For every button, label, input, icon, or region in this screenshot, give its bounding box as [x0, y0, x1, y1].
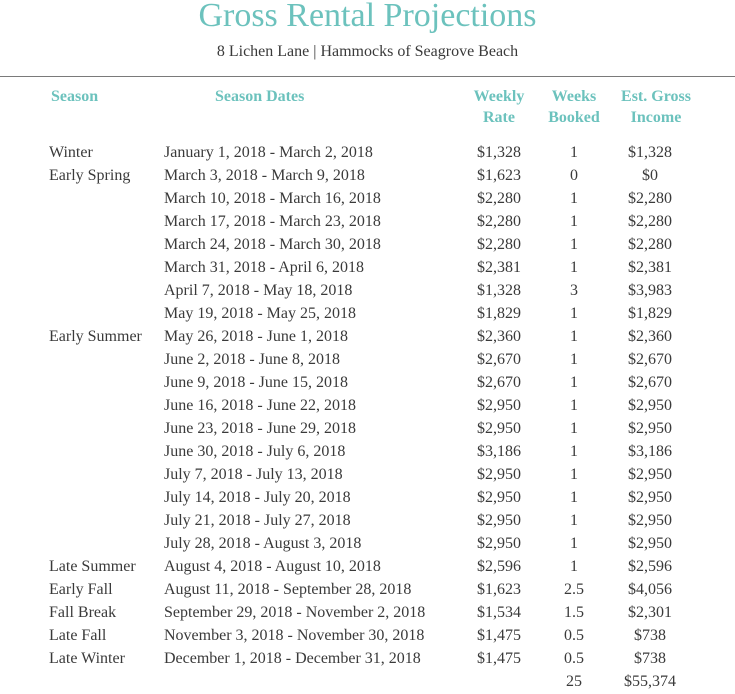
weekly-rate-cell: $2,950 [477, 535, 521, 552]
weekly-rate-cell: $2,950 [477, 489, 521, 506]
weekly-rate-cell: $2,360 [477, 328, 521, 345]
weekly-rate-cell: $2,280 [477, 236, 521, 253]
season-dates-cell: January 1, 2018 - March 2, 2018 [164, 144, 373, 161]
est-gross-income-cell: $2,280 [628, 236, 672, 253]
header-weekly-rate-line1: Weekly [473, 88, 525, 105]
season-cell: Fall Break [49, 604, 117, 621]
weekly-rate-cell: $2,670 [477, 374, 521, 391]
table-row [0, 187, 735, 210]
est-gross-income-cell: $3,983 [628, 282, 672, 299]
table-row [0, 647, 735, 670]
table-row [0, 440, 735, 463]
weekly-rate-cell: $1,623 [477, 167, 521, 184]
table-body [0, 141, 735, 670]
season-dates-cell: August 11, 2018 - September 28, 2018 [164, 581, 412, 598]
est-gross-income-cell: $1,328 [628, 144, 672, 161]
table-row [0, 532, 735, 555]
header-divider [0, 76, 735, 77]
table-row [0, 348, 735, 371]
est-gross-income-cell: $0 [642, 167, 658, 184]
season-dates-cell: June 9, 2018 - June 15, 2018 [164, 374, 348, 391]
table-row [0, 509, 735, 532]
weeks-booked-cell: 1 [570, 420, 578, 437]
table-row [0, 624, 735, 647]
weeks-booked-cell: 1 [570, 397, 578, 414]
table-row [0, 233, 735, 256]
est-gross-income-cell: $2,950 [628, 420, 672, 437]
weekly-rate-cell: $1,475 [477, 627, 521, 644]
weeks-booked-cell: 1 [570, 328, 578, 345]
est-gross-income-cell: $2,950 [628, 489, 672, 506]
weeks-booked-cell: 1 [570, 259, 578, 276]
est-gross-income-cell: $2,950 [628, 512, 672, 529]
season-dates-cell: July 7, 2018 - July 13, 2018 [164, 466, 343, 483]
weekly-rate-cell: $2,280 [477, 213, 521, 230]
weekly-rate-cell: $2,280 [477, 190, 521, 207]
weeks-booked-cell: 1 [570, 213, 578, 230]
season-dates-cell: July 21, 2018 - July 27, 2018 [164, 512, 351, 529]
weeks-booked-cell: 1 [570, 489, 578, 506]
table-row [0, 256, 735, 279]
weeks-booked-cell: 1.5 [564, 604, 584, 621]
weekly-rate-cell: $2,950 [477, 466, 521, 483]
header-est-gross-income [608, 86, 704, 128]
weekly-rate-cell: $2,950 [477, 420, 521, 437]
season-dates-cell: June 23, 2018 - June 29, 2018 [164, 420, 356, 437]
weekly-rate-cell: $2,381 [477, 259, 521, 276]
total-weeks-booked: 25 [566, 673, 582, 690]
season-dates-cell: July 14, 2018 - July 20, 2018 [164, 489, 351, 506]
weekly-rate-cell: $1,328 [477, 144, 521, 161]
weekly-rate-cell: $2,670 [477, 351, 521, 368]
weekly-rate-cell: $1,829 [477, 305, 521, 322]
est-gross-income-cell: $2,301 [628, 604, 672, 621]
weeks-booked-cell: 1 [570, 351, 578, 368]
season-dates-cell: September 29, 2018 - November 2, 2018 [164, 604, 426, 621]
season-dates-cell: August 4, 2018 - August 10, 2018 [164, 558, 381, 575]
season-dates-cell: June 30, 2018 - July 6, 2018 [164, 443, 346, 460]
weeks-booked-cell: 1 [570, 374, 578, 391]
season-dates-cell: December 1, 2018 - December 31, 2018 [164, 650, 421, 667]
est-gross-income-cell: $4,056 [628, 581, 672, 598]
table-row [0, 325, 735, 348]
property-address: 8 Lichen Lane | Hammocks of Seagrove Beach [216, 43, 519, 60]
header-weeks-booked [541, 86, 607, 128]
est-gross-income-cell: $2,360 [628, 328, 672, 345]
table-row [0, 555, 735, 578]
table-row [0, 141, 735, 164]
header-weeks-booked-line1: Weeks [551, 88, 597, 105]
est-gross-income-cell: $2,596 [628, 558, 672, 575]
weekly-rate-cell: $1,328 [477, 282, 521, 299]
table-row [0, 601, 735, 624]
weeks-booked-cell: 0.5 [564, 627, 584, 644]
table-row [0, 371, 735, 394]
weeks-booked-cell: 1 [570, 443, 578, 460]
season-dates-cell: June 16, 2018 - June 22, 2018 [164, 397, 356, 414]
weeks-booked-cell: 3 [570, 282, 578, 299]
season-dates-cell: March 10, 2018 - March 16, 2018 [164, 190, 381, 207]
weeks-booked-cell: 0.5 [564, 650, 584, 667]
header-weeks-booked-line2: Booked [548, 109, 600, 126]
table-row [0, 417, 735, 440]
season-dates-cell: July 28, 2018 - August 3, 2018 [164, 535, 362, 552]
weekly-rate-cell: $2,950 [477, 512, 521, 529]
season-dates-cell: May 26, 2018 - June 1, 2018 [164, 328, 348, 345]
est-gross-income-cell: $2,950 [628, 535, 672, 552]
weeks-booked-cell: 1 [570, 144, 578, 161]
season-dates-cell: June 2, 2018 - June 8, 2018 [164, 351, 340, 368]
season-cell: Early Spring [49, 167, 131, 184]
est-gross-income-cell: $738 [634, 650, 666, 667]
season-cell: Late Winter [49, 650, 125, 667]
weekly-rate-cell: $1,534 [477, 604, 521, 621]
season-dates-cell: November 3, 2018 - November 30, 2018 [164, 627, 425, 644]
season-dates-cell: March 24, 2018 - March 30, 2018 [164, 236, 381, 253]
weeks-booked-cell: 1 [570, 236, 578, 253]
weeks-booked-cell: 1 [570, 535, 578, 552]
weekly-rate-cell: $1,475 [477, 650, 521, 667]
weeks-booked-cell: 1 [570, 466, 578, 483]
est-gross-income-cell: $1,829 [628, 305, 672, 322]
header-weekly-rate [466, 86, 532, 128]
table-row [0, 394, 735, 417]
est-gross-income-cell: $2,381 [628, 259, 672, 276]
est-gross-income-cell: $2,670 [628, 351, 672, 368]
weeks-booked-cell: 1 [570, 512, 578, 529]
weeks-booked-cell: 1 [570, 190, 578, 207]
season-cell: Winter [49, 144, 93, 161]
weekly-rate-cell: $1,623 [477, 581, 521, 598]
weeks-booked-cell: 1 [570, 558, 578, 575]
table-row [0, 279, 735, 302]
page-title: Gross Rental Projections [198, 0, 537, 34]
header-est-gross-income-line2: Income [630, 109, 682, 126]
table-row [0, 210, 735, 233]
season-dates-cell: March 31, 2018 - April 6, 2018 [164, 259, 364, 276]
weekly-rate-cell: $3,186 [477, 443, 521, 460]
est-gross-income-cell: $2,670 [628, 374, 672, 391]
season-dates-cell: May 19, 2018 - May 25, 2018 [164, 305, 356, 322]
weeks-booked-cell: 0 [570, 167, 578, 184]
table-row [0, 486, 735, 509]
table-row [0, 578, 735, 601]
est-gross-income-cell: $2,280 [628, 190, 672, 207]
header-season: Season [51, 88, 99, 105]
season-cell: Late Summer [49, 558, 136, 575]
weekly-rate-cell: $2,950 [477, 397, 521, 414]
season-cell: Late Fall [49, 627, 107, 644]
est-gross-income-cell: $2,280 [628, 213, 672, 230]
weeks-booked-cell: 2.5 [564, 581, 584, 598]
season-cell: Early Fall [49, 581, 113, 598]
est-gross-income-cell: $3,186 [628, 443, 672, 460]
header-est-gross-income-line1: Est. Gross [621, 88, 691, 105]
weekly-rate-cell: $2,596 [477, 558, 521, 575]
table-row [0, 463, 735, 486]
season-dates-cell: March 17, 2018 - March 23, 2018 [164, 213, 381, 230]
header-season-dates: Season Dates [215, 88, 305, 105]
est-gross-income-cell: $2,950 [628, 397, 672, 414]
table-row [0, 164, 735, 187]
table-row [0, 302, 735, 325]
season-dates-cell: April 7, 2018 - May 18, 2018 [164, 282, 353, 299]
header-weekly-rate-line2: Rate [483, 109, 515, 126]
season-dates-cell: March 3, 2018 - March 9, 2018 [164, 167, 365, 184]
season-cell: Early Summer [49, 328, 142, 345]
total-est-gross-income: $55,374 [624, 673, 676, 690]
weeks-booked-cell: 1 [570, 305, 578, 322]
est-gross-income-cell: $2,950 [628, 466, 672, 483]
est-gross-income-cell: $738 [634, 627, 666, 644]
